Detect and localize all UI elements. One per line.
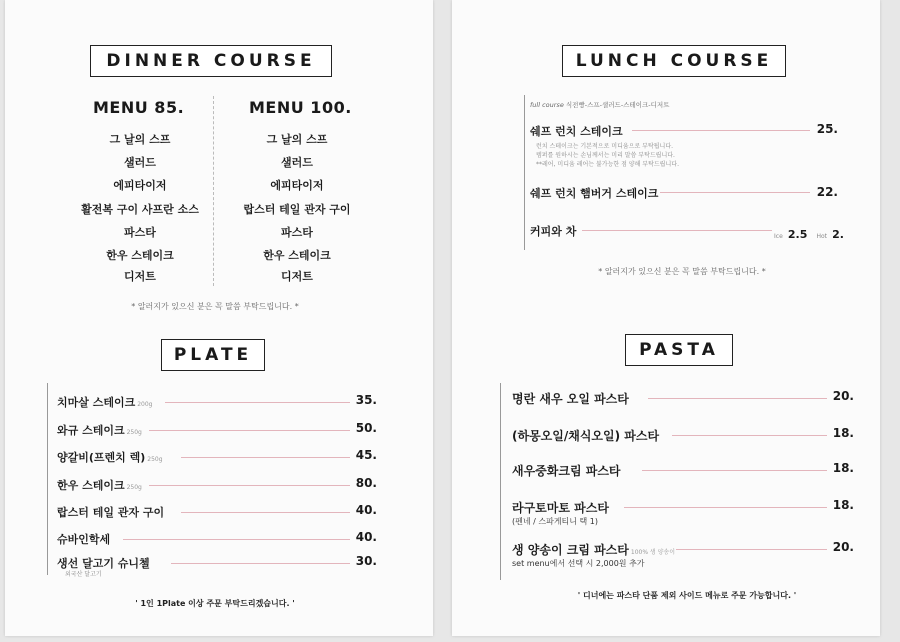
plate-item-price: 30. (355, 554, 377, 568)
plate-left-bar (47, 383, 48, 575)
menu85-item: 한우 스테이크 (106, 249, 174, 262)
plate-item-sub: 외국산 달고기 (65, 571, 102, 578)
lunch-hamburg-name: 쉐프 런치 햄버거 스테이크 (530, 187, 659, 200)
menu100-heading: MENU 100. (249, 98, 352, 117)
plate-item-label: 랍스터 테일 관자 구이 (57, 506, 165, 519)
ice-label: Ice (774, 233, 783, 240)
plate-item-label: 생선 달고기 슈니첼 (57, 557, 150, 570)
menu85-item: 샐러드 (124, 156, 156, 169)
plate-item-weight: 250g (126, 484, 142, 491)
pasta-item-price: 18. (832, 426, 854, 440)
pasta-item-price: 18. (832, 498, 854, 512)
pasta-item-name (512, 541, 675, 558)
lunch-steak-leader (632, 130, 810, 131)
dinner-allergy-note: * 알러지가 있으신 분은 꼭 말씀 부탁드립니다. * (131, 302, 299, 311)
plate-item-label: 한우 스테이크 (57, 479, 125, 492)
plate-item-leader (181, 512, 350, 513)
lunch-steak-desc-3: **레어, 미디움 레어는 불가능한 점 양해 부탁드립니다. (536, 161, 679, 168)
plate-item-name (57, 449, 163, 465)
pasta-item-name (512, 462, 621, 479)
coffee-tea-leader (582, 230, 772, 231)
menu100-item: 랍스터 테일 관자 구이 (243, 203, 351, 216)
plate-item-weight: 200g (137, 401, 153, 408)
pasta-item-name (512, 427, 659, 444)
full-course-desc: 식전빵-스프-샐러드-스테이크-디저트 (565, 101, 670, 109)
left-menu-page (5, 0, 433, 636)
pasta-side-note: ' 디너에는 파스타 단품 제외 사이드 메뉴로 주문 가능합니다. ' (577, 591, 797, 600)
pasta-item-name (512, 499, 609, 516)
pasta-item-leader (642, 470, 827, 471)
pasta-left-bar (500, 383, 501, 580)
menu100-item: 한우 스테이크 (263, 249, 331, 262)
pasta-title: PASTA (625, 334, 733, 366)
pasta-item-label: 명란 새우 오일 파스타 (512, 392, 629, 406)
plate-title: PLATE (161, 339, 265, 371)
plate-item-name (57, 477, 142, 493)
menu85-item: 에피타이저 (113, 179, 167, 192)
plate-item-price: 50. (355, 421, 377, 435)
menu100-item: 그 날의 스프 (266, 133, 328, 146)
lunch-allergy-note: * 알러지가 있으신 분은 꼭 말씀 부탁드립니다. * (598, 267, 766, 276)
plate-item-name (57, 531, 110, 547)
pasta-item-label: 라구토마토 파스타 (512, 501, 609, 515)
pasta-item-leader (672, 435, 827, 436)
plate-item-label: 슈바인학세 (57, 533, 111, 546)
lunch-course-title: LUNCH COURSE (562, 45, 786, 77)
right-menu-page (452, 0, 880, 636)
plate-item-name (57, 504, 164, 520)
plate-item-leader (165, 402, 350, 403)
menu85-item: 파스타 (124, 226, 156, 239)
plate-item-leader (123, 539, 350, 540)
lunch-steak-price: 25. (816, 122, 838, 136)
hot-label: Hot (816, 233, 827, 240)
ice-price: 2.5 (787, 228, 808, 241)
plate-item-leader (149, 485, 350, 486)
plate-item-leader (171, 563, 350, 564)
course-divider (213, 96, 214, 286)
lunch-steak-name: 쉐프 런치 스테이크 (530, 125, 623, 138)
plate-item-name (57, 394, 152, 410)
pasta-item-price: 20. (832, 389, 854, 403)
dinner-course-title: DINNER COURSE (90, 45, 332, 77)
full-course-line (530, 100, 669, 109)
pasta-item-sub: set menu에서 선택 시 2,000원 추가 (512, 559, 645, 568)
menu85-heading: MENU 85. (93, 98, 185, 117)
lunch-steak-desc-2: 템퍼를 원하시는 손님께서는 미리 말씀 부탁드립니다. (536, 152, 675, 159)
pasta-item-name (512, 390, 629, 407)
pasta-item-label: 새우중화크림 파스타 (512, 464, 621, 478)
menu100-item: 샐러드 (281, 156, 313, 169)
menu100-item: 디저트 (281, 270, 313, 283)
menu100-item: 파스타 (281, 226, 313, 239)
pasta-item-leader (624, 507, 827, 508)
plate-item-price: 45. (355, 448, 377, 462)
plate-item-label: 치마살 스테이크 (57, 396, 136, 409)
lunch-left-bar (524, 95, 525, 250)
plate-item-label: 양갈비(프렌치 렉) (57, 451, 146, 464)
plate-item-weight: 250g (126, 429, 142, 436)
pasta-item-tag: 100% 생 양송이 (630, 549, 676, 556)
plate-item-label: 와규 스테이크 (57, 424, 125, 437)
lunch-hamburg-leader (660, 192, 810, 193)
plate-item-weight: 250g (147, 456, 163, 463)
pasta-item-price: 20. (832, 540, 854, 554)
coffee-tea-name: 커피와 차 (530, 225, 577, 238)
menu85-item: 그 날의 스프 (109, 133, 171, 146)
lunch-hamburg-price: 22. (816, 185, 838, 199)
pasta-item-label: 생 양송이 크림 파스타 (512, 543, 629, 557)
plate-order-note: ' 1인 1Plate 이상 주문 부탁드리겠습니다. ' (135, 599, 295, 608)
pasta-item-sub: (펜네 / 스파게티니 택 1) (512, 517, 599, 526)
plate-item-name (57, 422, 142, 438)
pasta-item-leader (676, 549, 827, 550)
plate-item-leader (181, 457, 350, 458)
pasta-item-label: (하몽오일/채식오일) 파스타 (512, 429, 660, 443)
hot-price: 2. (832, 228, 844, 241)
full-course-label: full course (530, 101, 564, 109)
plate-item-price: 35. (355, 393, 377, 407)
coffee-tea-prices (774, 223, 844, 242)
plate-item-price: 80. (355, 476, 377, 490)
lunch-steak-desc-1: 런치 스테이크는 기본적으로 미디움으로 부탁됩니다. (536, 143, 674, 150)
pasta-item-leader (648, 398, 827, 399)
pasta-item-price: 18. (832, 461, 854, 475)
plate-item-price: 40. (355, 503, 377, 517)
menu100-item: 에피타이저 (270, 179, 324, 192)
menu85-item: 활전복 구이 사프란 소스 (81, 203, 199, 216)
menu85-item: 디저트 (124, 270, 156, 283)
plate-item-leader (149, 430, 350, 431)
plate-item-price: 40. (355, 530, 377, 544)
